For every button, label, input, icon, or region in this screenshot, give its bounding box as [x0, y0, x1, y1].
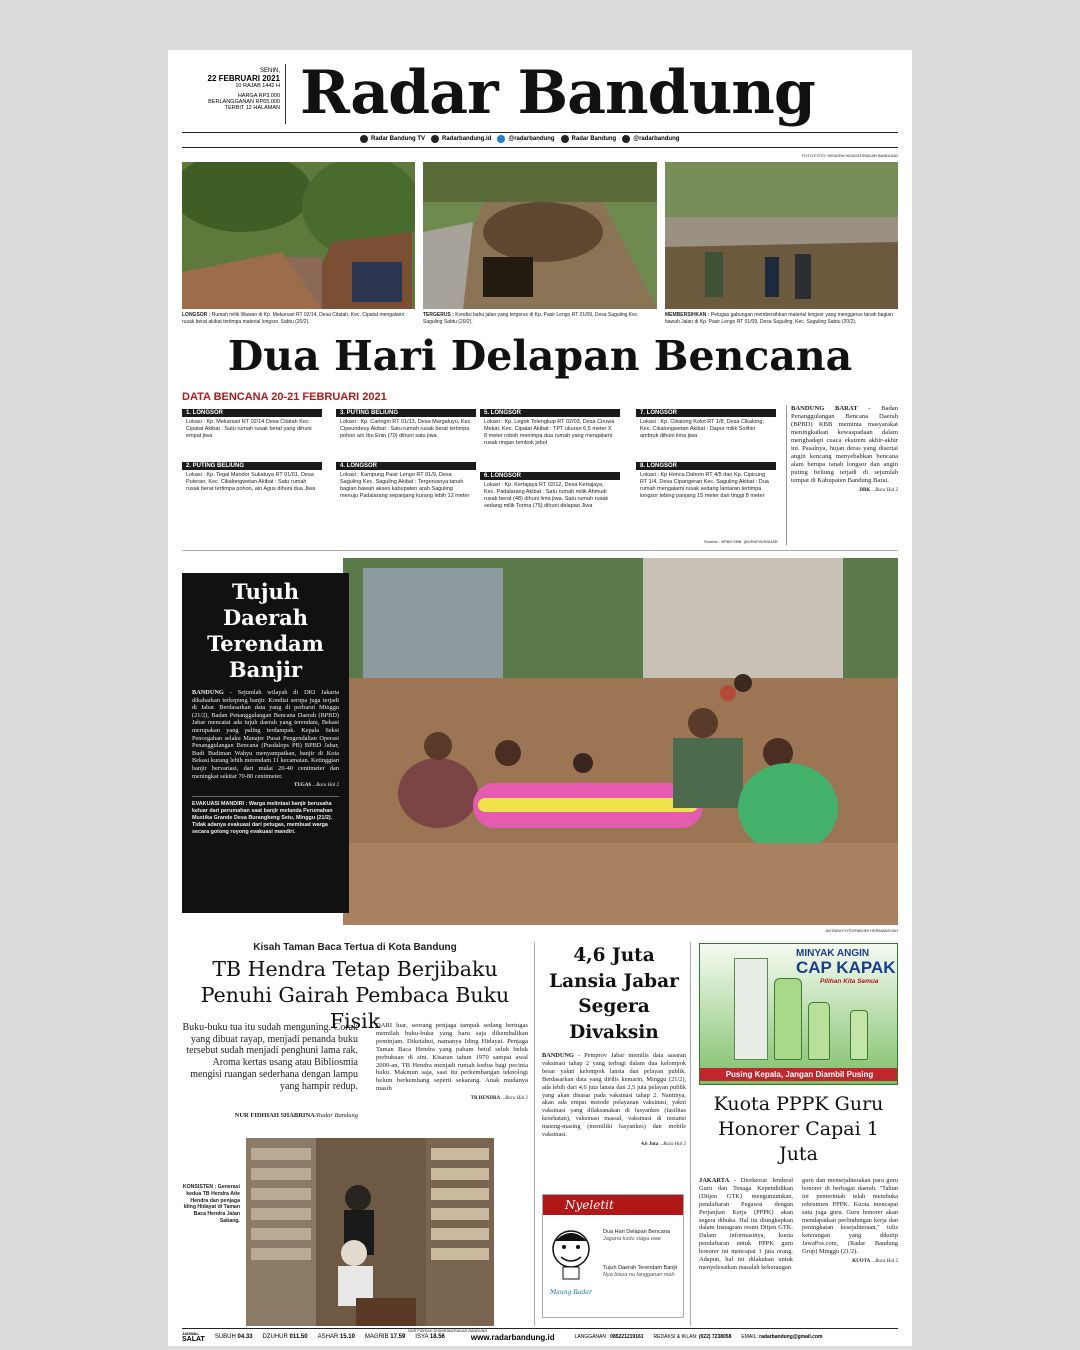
salat-time: ASHAR 15.10 — [317, 1334, 355, 1340]
social-item[interactable]: Radar Bandung — [561, 135, 617, 143]
edition-price: HARGA RP3.000 — [237, 93, 280, 99]
salat-time: DZUHUR 011.50 — [262, 1334, 308, 1340]
salat-time: SUBUH 04.33 — [214, 1334, 253, 1340]
edition-day: SENIN, — [259, 68, 280, 74]
nyeletit-box — [542, 1194, 684, 1318]
facebook-icon — [561, 135, 569, 143]
disaster-box: 5. LONGSOR Lokasi : Kp. Legok Tolengkup RT 02/03, Desa Ciruwa Mekar, Kec. Cipatat Akibat : TPT ukuran 6,5 meter X 8 meter roboh menimpa dua rumah yang mengalami rusak ringan tembok jebol — [480, 409, 620, 449]
salat-time: MAGRIB 17.59 — [364, 1334, 406, 1340]
tiktok-icon — [622, 135, 630, 143]
ad-bottle-1 — [774, 978, 802, 1060]
library-photo-credit: NUR FIDHIAH SHABRINA/RADAR BANDUNG — [408, 1329, 488, 1333]
ad-brand-top: MINYAK ANGIN — [796, 948, 870, 959]
landslide-photo-2 — [423, 162, 657, 309]
pppk-title: Kuota PPPK Guru Honorer Capai 1 Juta — [713, 1093, 884, 1165]
flood-panel — [182, 573, 349, 913]
ad-tagline: Pilihan Kita Semua — [820, 978, 879, 985]
disaster-box: 2. PUTING BELIUNG Lokasi : Kp. Tegal Mandor Sukatuya RT 01/01, Desa Puteran, Kec. Cikalongwetan Akibat : Satu rumah rusak berat tertimpa pohon, ain Agus dihuni dua Jiwa — [182, 462, 322, 495]
vaccine-body: BANDUNG - Pemprov Jabar memilis data sasaran vaksinasi tahap 2 yang terbagi dalam dua kelompok besar yakni kelompok lansia dan pelayan publik. Berdasarkan data yang dirilis kemarin, Minggu (21/2), ada lebih dari 4,6 juta lansia dan 2,5 juta pelayan publik yang akan disasar pada vaksinasi tahap 2. Nantinya, akan ada empat metode pelayanan vaksinasi, yakni vaksinasi yang dilaksanakan di fasyankes (fasilitas kesehatan), vaksinasi massal, vaksinasi di instansi masing-masing (memiliki fasyankes) dan mobile vaksinasi. 4,6 Juta ...Baca Hal 2 — [542, 1052, 686, 1147]
nyeletit-item: Tujuh Daerah Terendam Banjir Nya biasa nu langganan mah — [603, 1265, 678, 1278]
library-title: TB Hendra Tetap Berjibaku Penuhi Gairah Pembaca Buku Fisik — [200, 957, 510, 1033]
disaster-box: 1. LONGSOR Lokasi : Kp. Mekarsari RT 02/14 Desa Citatah Kec. Cipatat Akibat : Satu rumah rusak berat yang dihuni empat jiwa — [182, 409, 322, 442]
edition-info — [190, 68, 280, 111]
mascot-label: Maung Radar — [550, 1289, 592, 1296]
twitter-icon — [497, 135, 505, 143]
salat-time: ISYA 18.56 — [415, 1334, 445, 1340]
landslide-photo-1 — [182, 162, 415, 309]
social-bar — [360, 135, 679, 143]
library-kicker: Kisah Taman Baca Tertua di Kota Bandung — [253, 942, 457, 953]
disaster-box: 8. LONGSOR Lokasi : Kp Honca Dahom RT 4/5 dan Kp. Cipicung RT 1/4, Desa Cipangeran Kec. Saguling Akibat : Dua rumah mengalami rusak sedang lantaran tertimpa longsor tebing panjang 15 meter dan tinggi 8 meter — [636, 462, 776, 502]
flood-caption: EVAKUASI MANDIRI : Warga melintasi banjir berusaha keluar dari perumahan saat banjir melanda Perumahan Mustika Grande Desa Burangkeng Setu, Minggu (21/2). Tidak adanya evakuasi dari petugas, membuat warga secara gotong royong evakuasi mandiri. — [192, 800, 333, 835]
footer-subscribe: LANGGANAN : 085221219161 — [574, 1334, 644, 1340]
masthead-divider — [285, 64, 286, 124]
footer-rule — [182, 1328, 898, 1329]
social-rule — [182, 147, 898, 148]
ad-bottle-2 — [808, 1002, 830, 1060]
footer-bar — [182, 1330, 898, 1344]
ad-brand: CAP KAPAK — [796, 958, 896, 977]
footer-ads: REDAKSI & IKLAN: (022) 7238058 — [653, 1334, 732, 1340]
social-item[interactable]: Radar Bandung TV — [360, 135, 425, 143]
edition-subscription: BERLANGGANAN RP65.000 — [208, 99, 280, 105]
masthead-title: Radar Bandung — [300, 58, 815, 128]
edition-pages: TERBIT 12 HALAMAN — [224, 105, 280, 111]
section-rule — [182, 550, 898, 551]
instagram-icon — [431, 135, 439, 143]
data-source: Sumber : BPBD KBB @GRAFIS/RADAR — [704, 539, 778, 544]
disaster-box: 6. LONGSOR Lokasi : Kp. Kertajaya RT 02/12, Desa Kertajaya, Kec. Padalarang Akibat : Satu rumah milik Ahmudi rusak berat (48) dihuni lima jiwa. Satu rumah rusak sedang milik Torma (75) dihuni delapan Jiwa — [480, 472, 620, 512]
vaccine-title: 4,6 Juta Lansia Jabar Segera Divaksin — [549, 945, 679, 1043]
column-divider — [534, 942, 535, 1326]
flood-photo — [343, 558, 898, 925]
landslide-photo-3 — [665, 162, 898, 309]
photo-credit-top: FOTO-FOTO: HENDRA HIDAYAT/RADAR BANDUNG — [801, 153, 898, 158]
nyeletit-header: Nyeletit — [543, 1195, 683, 1215]
top-caption-3: MEMBERSIHKAN : Petugas gabungan membersihkan material longsor yang menggerus tanah bagian bawah Jalan di Kp. Pasir Lengo RT 01/09, Desa Saguling, Kec. Saguling Sabtu (20/2). — [665, 312, 893, 325]
mascot-icon — [547, 1225, 595, 1287]
social-item[interactable]: Radarbandung.id — [431, 135, 491, 143]
library-photo — [246, 1138, 494, 1326]
ad-box-product — [734, 958, 768, 1060]
top-caption-1: LONGSOR : Rumah milik Wawan di Kp. Mekarsari RT 02/14, Desa Citatah, Kec. Cipatat mengalami rusak berat akibat tertimpa material longsor, Sabtu (20/2). — [182, 312, 404, 325]
column-divider — [786, 405, 787, 545]
pppk-body-1: JAKARTA - Direktorat Jenderal Guru dan Tenaga Kependidikan (Ditjen GTK) mengumumkan, pendaftaran Pegawai dengan Perjanjian Kerja (PPPK) akan segera dibuka. Hal itu diungkapkan dalam Instagram resmi Ditjen GTK. Dalam informasinya, kuota pendaftaran untuk PPPK guru honorer ini mencapai 1 juta orang. Adapun, hal ini dilakukan untuk menyelesaikan masalah kekurangan — [699, 1177, 793, 1271]
library-deck: Buku-buku tua itu sudah menguning. Corak yang dibuat rayap, menjadi penanda buku tersebut sudah menjadi penghuni lama rak. Aroma kertas usang atau Bibliosmia mengisi ruangan sederhana dengan lampu yang hampir redup. — [182, 1022, 358, 1092]
cap-kapak-ad[interactable] — [699, 943, 898, 1085]
edition-date: 22 FEBRUARI 2021 — [207, 74, 280, 83]
masthead-rule — [182, 132, 898, 133]
data-title: DATA BENCANA 20-21 FEBRUARI 2021 — [182, 391, 387, 403]
edition-hijri: 10 RAJAB 1442 H — [235, 83, 280, 89]
ad-bottle-3 — [850, 1010, 868, 1060]
social-item[interactable]: @radarbandung — [497, 135, 554, 143]
disaster-box: 4. LONGSOR Lokasi : Kampung Pasir Lengo RT 01/9, Desa Saguling Kec. Saguling Akibat : Tergerusnya tanah bagian bawah akses kabupaten arah Saguling menuju Padalarang sepanjang kurang lebih 12 meter — [336, 462, 476, 502]
social-item[interactable]: @radarbandung — [622, 135, 679, 143]
column-divider — [690, 942, 691, 1326]
disaster-box: 7. LONGSOR Lokasi : Kp. Cikalong Kolot RT 1/8, Desa Cikalong, Kec. Cikalongwetan Akibat : Dapur milik Solihin ambruk dihuni lima jiwa — [636, 409, 776, 442]
bandung-barat-article: BANDUNG BARAT - Badan Penanggulangan Bencana Daerah (BPBD) KBB meminta masyarakat meningkatkan kewaspadaan dalam menghadapi cuaca ekstrem akhir-akhir ini. Pasalnya, hujan deras yang disertai angin kencang menyebabkan bencana alam berupa tanah longsor dan angin puting beliung terjadi di sejumlah tempat di Kabupaten Bandung Barat. DBK ...Baca Hal 2 — [791, 405, 898, 493]
tv-icon — [360, 135, 368, 143]
footer-email: EMAIL: radarbandung@gmail.com — [741, 1334, 823, 1340]
ad-slogan: Pusing Kepala, Jangan Diambil Pusing — [700, 1068, 898, 1081]
flood-title: Tujuh Daerah Terendam Banjir — [207, 579, 324, 682]
library-caption: KONSISTEN : Generasi kedua TB Hendra Atie Hendra dan penjaga Iding Hidayat di Taman Baca Hendra Jalan Sabang. — [182, 1184, 240, 1224]
pppk-body-2: guru dan mensejahterakan para guru honorer di berbagai daerah. "Tahun ini pemerintah telah membuka rekrutmen PPPK. Kuota mencapai satu juga guru. Guru honorer akan mendapatkan perlindungan kerja dan peningkatan kesejahteraan," tulis keterangan yang dikutip JawaPos.com, (Radar Bandung Grup) Minggu (21/2). KUOTA ...Baca Hal 2 — [802, 1177, 898, 1265]
top-caption-2: TERGERUS : Kondisi bahu jalan yang tergerus di Kp. Pasir Lengo RT 01/09, Desa Saguling Kec. Saguling Sabtu (20/2). — [423, 312, 639, 325]
main-headline: Dua Hari Delapan Bencana — [227, 332, 853, 380]
disaster-box: 3. PUTING BELIUNG Lokasi : Kp. Caringin RT 01/13, Desa Margaluyu, Kec. Cipeundeuy Akibat : Satu rumah rusak berat tertimpa pohon a/n Ibu Enin (70) dihuni satu jiwa — [336, 409, 476, 442]
flood-photo-credit: ANTARA FOTO/FAKHRI HERMANSYAH — [825, 928, 898, 933]
library-byline: NUR FIDHIAH SHABRINA/Radar Bandung — [234, 1112, 358, 1119]
salat-label: JADWAL SALAT — [182, 1331, 205, 1343]
nyeletit-item: Dua Hari Delapan Bencana Jagana kudu siaga wae — [603, 1229, 670, 1242]
library-body: DARI luar, seorang penjaga tampak sedang bertugas memilah buku-buku yang baru saja dikembalikan peminjam. Diketahui, namanya Iding Hidayat. Penjaga Taman Baca Hendra yang paham betul seluk beluk perbukuan di sini. Kisaran tahun 1970 sampai awal 2000-an, TB Hendra menjadi rumah kedua bagi pecinta buku. Makmun saja, saat itu perkembangan teknologi belum berkembang seperti sekarang. Anak mudanya masih TB HENDRA ...Baca Hal 2 — [376, 1022, 528, 1102]
footer-website[interactable]: www.radarbandung.id — [470, 1332, 555, 1342]
flood-body: BANDUNG - Sejumlah wilayah di DKI Jakarta dikabarkan terkepung banjir. Kondisi serupa juga terjadi di Jabar. Berdasarkan data yang di perbarui Minggu (21/2), Badan Penanggulangan Bencana Daerah (BPBD) Jabar mencatat ada tujuh daerah yang terendam, Bekasi merupakan yang paling terdampak. Kepala Seksi Pencegahan selaku Manajer Pusat Pengendalian Operasi Penanggulangan Bencana (Pusdalops PB) BPBD Jabar, Budi Budiman Wahyu menyampaikan, banjir di Kota Bekasi kurang lebih merendam 11 kecamatan. Ketinggian banjir bervariasi, dari mulai 20-40 centimeter dan meningkat sekitar 70-80 centimeter. TUGAS ...Baca Hal 2 — [192, 689, 339, 789]
newspaper-page — [168, 50, 912, 1346]
